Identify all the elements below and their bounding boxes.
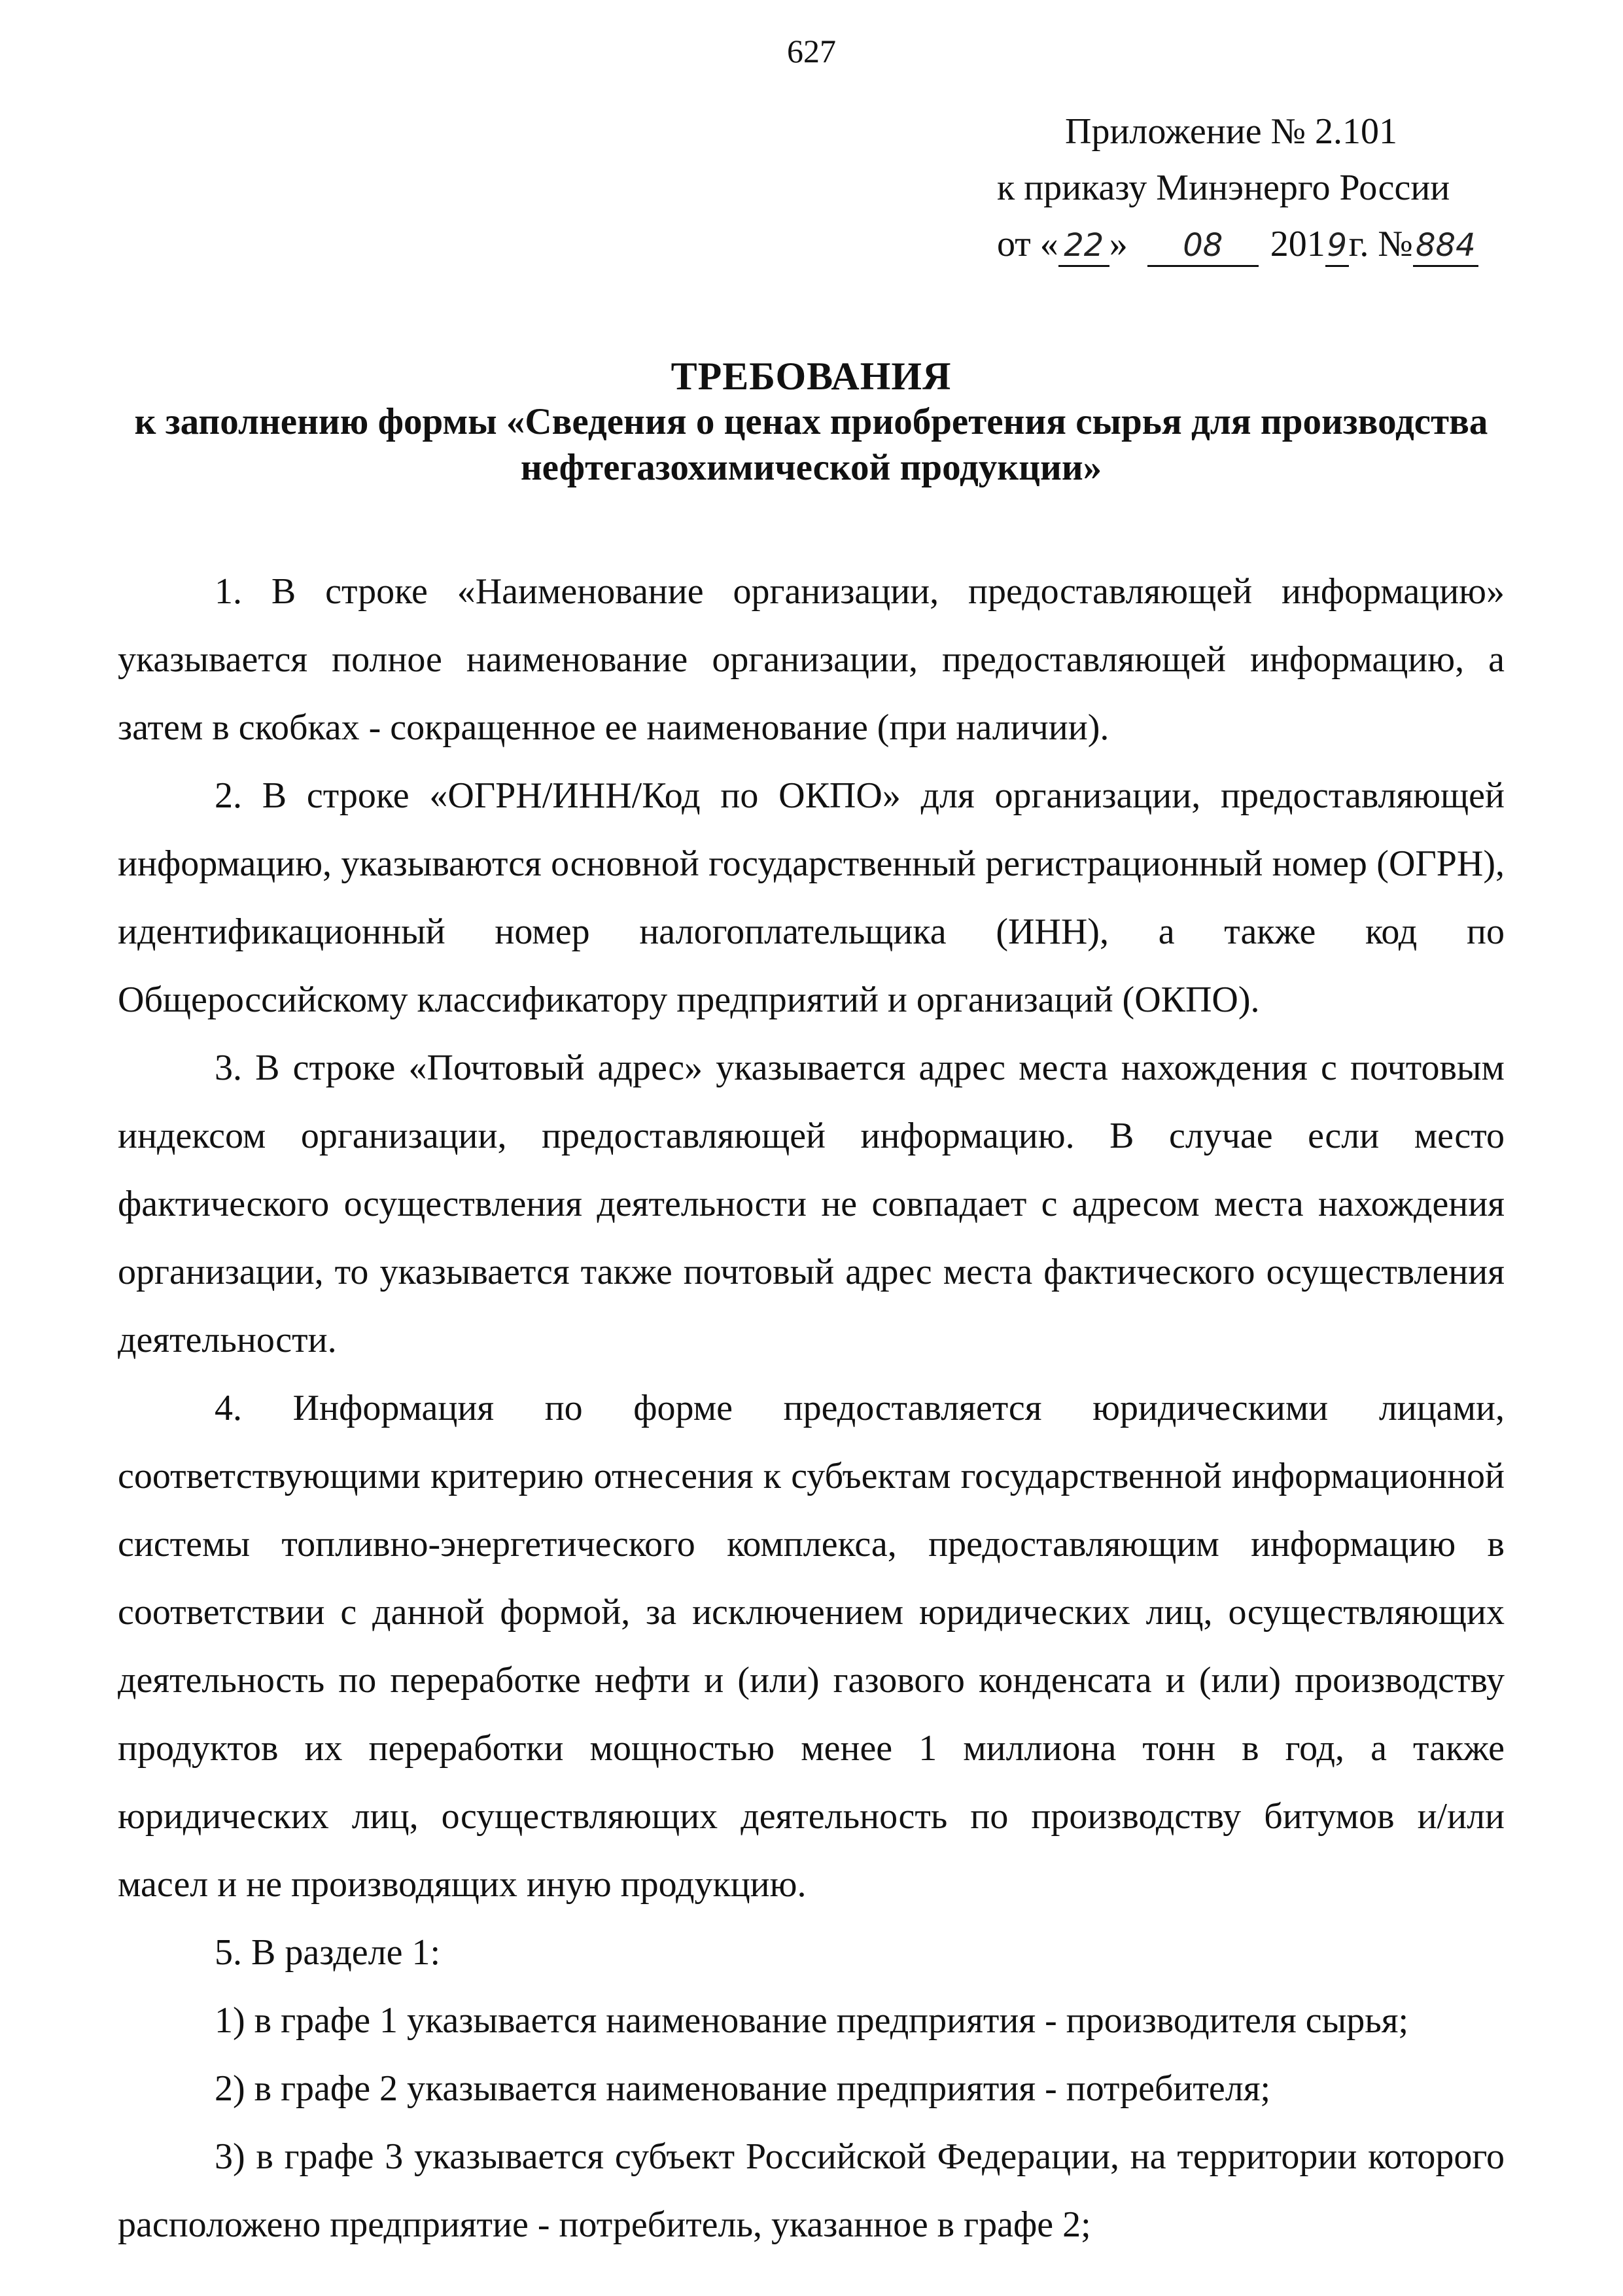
- handwritten-order-number: 884: [1413, 226, 1478, 267]
- page-number: 627: [787, 33, 836, 69]
- document-title: [118, 353, 1505, 491]
- year-prefix: 201: [1270, 224, 1325, 264]
- sub-item-1: 1) в графе 1 указывается наименование предприятия - производителя сырья;: [215, 2000, 1409, 2041]
- from-label: от «: [997, 224, 1058, 264]
- appendix-order-reference: к приказу Минэнерго России: [997, 168, 1450, 208]
- title-main: ТРЕБОВАНИЯ: [671, 355, 952, 398]
- handwritten-day: 22: [1058, 226, 1109, 267]
- year-suffix: г. №: [1348, 224, 1413, 264]
- appendix-number: Приложение № 2.101: [1065, 111, 1397, 152]
- close-quote: »: [1109, 224, 1128, 264]
- sub-item-2: 2) в графе 2 указывается наименование предприятия - потребителя;: [215, 2068, 1271, 2109]
- handwritten-month: 08: [1147, 226, 1259, 267]
- paragraph-2: 2. В строке «ОГРН/ИНН/Код по ОКПО» для организации, предоставляющей информацию, указываются основной государственный регистрационный номер (ОГРН), идентификационный номер налогоплательщика (ИНН), а также код по Общероссийскому классификатору предприятий и организаций (ОКПО).: [118, 775, 1505, 1020]
- appendix-order-date-line: [981, 216, 1505, 272]
- appendix-header: [981, 103, 1505, 272]
- paragraph-5: 5. В разделе 1:: [215, 1932, 441, 1973]
- handwritten-year-digit: 9: [1325, 226, 1349, 267]
- sub-item-3: 3) в графе 3 указывается субъект Российской Федерации, на территории которого расположено предприятие - потребитель, указанное в графе 2;: [118, 2136, 1505, 2245]
- title-subtitle-line-2: нефтегазохимической продукции»: [520, 447, 1102, 488]
- title-subtitle-line-1: к заполнению формы «Сведения о ценах приобретения сырья для производства: [134, 401, 1488, 442]
- paragraph-3: 3. В строке «Почтовый адрес» указывается адрес места нахождения с почтовым индексом организации, предоставляющей информацию. В случае если место фактического осуществления деятельности не совпадает с адресом места нахождения организации, то указывается также почтовый адрес места фактического осуществления деятельности.: [118, 1048, 1505, 1360]
- paragraph-4: 4. Информация по форме предоставляется юридическими лицами, соответствующими критерию отнесения к субъектам государственной информационной системы топливно-энергетического комплекса, предоставляющим информацию в соответствии с данной формой, за исключением юридических лиц, осуществляющих деятельность по переработке нефти и (или) газового конденсата и (или) производству продуктов их переработки мощностью менее 1 миллиона тонн в год, а также юридических лиц, осуществляющих деятельность по производству битумов и/или масел и не производящих иную продукцию.: [118, 1388, 1505, 1905]
- document-body: [118, 557, 1505, 2259]
- paragraph-1: 1. В строке «Наименование организации, предоставляющей информацию» указывается полное наименование организации, предоставляющей информацию, а затем в скобках - сокращенное ее наименование (при наличии).: [118, 571, 1505, 748]
